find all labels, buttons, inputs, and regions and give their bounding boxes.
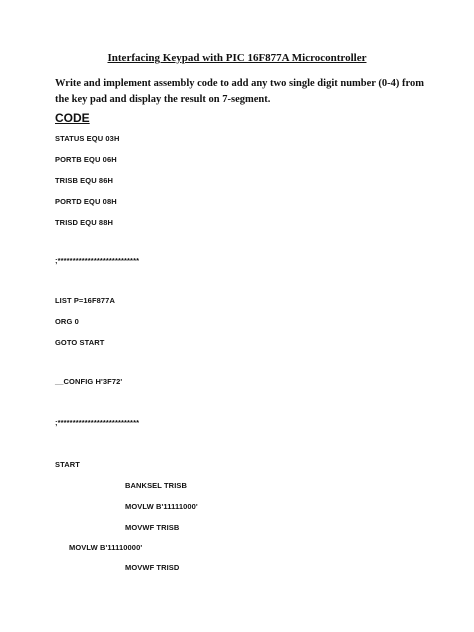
code-line: __CONFIG H'3F72' (55, 377, 123, 386)
code-line: TRISD EQU 88H (55, 218, 113, 227)
code-line: BANKSEL TRISB (125, 481, 187, 490)
separator-comment: ;*************************** (55, 418, 140, 427)
code-line: STATUS EQU 03H (55, 134, 120, 143)
code-line: MOVWF TRISD (125, 563, 180, 572)
instruction-paragraph: Write and implement assembly code to add any two single digit number (0-4) from the key pad and display the result on 7-segment. (55, 78, 424, 105)
code-line: GOTO START (55, 338, 105, 347)
code-line: PORTD EQU 08H (55, 197, 117, 206)
code-heading: CODE (55, 111, 90, 125)
code-line: MOVLW B'11110000' (69, 543, 143, 552)
document-title: Interfacing Keypad with PIC 16F877A Microcontroller (107, 52, 367, 64)
code-line: START (55, 460, 80, 469)
code-line: ORG 0 (55, 317, 79, 326)
code-line: MOVLW B'11111000' (125, 502, 198, 511)
separator-comment: ;*************************** (55, 256, 140, 265)
code-line: LIST P=16F877A (55, 296, 115, 305)
code-line: TRISB EQU 86H (55, 176, 113, 185)
code-line: MOVWF TRISB (125, 523, 180, 532)
code-line: PORTB EQU 06H (55, 155, 117, 164)
